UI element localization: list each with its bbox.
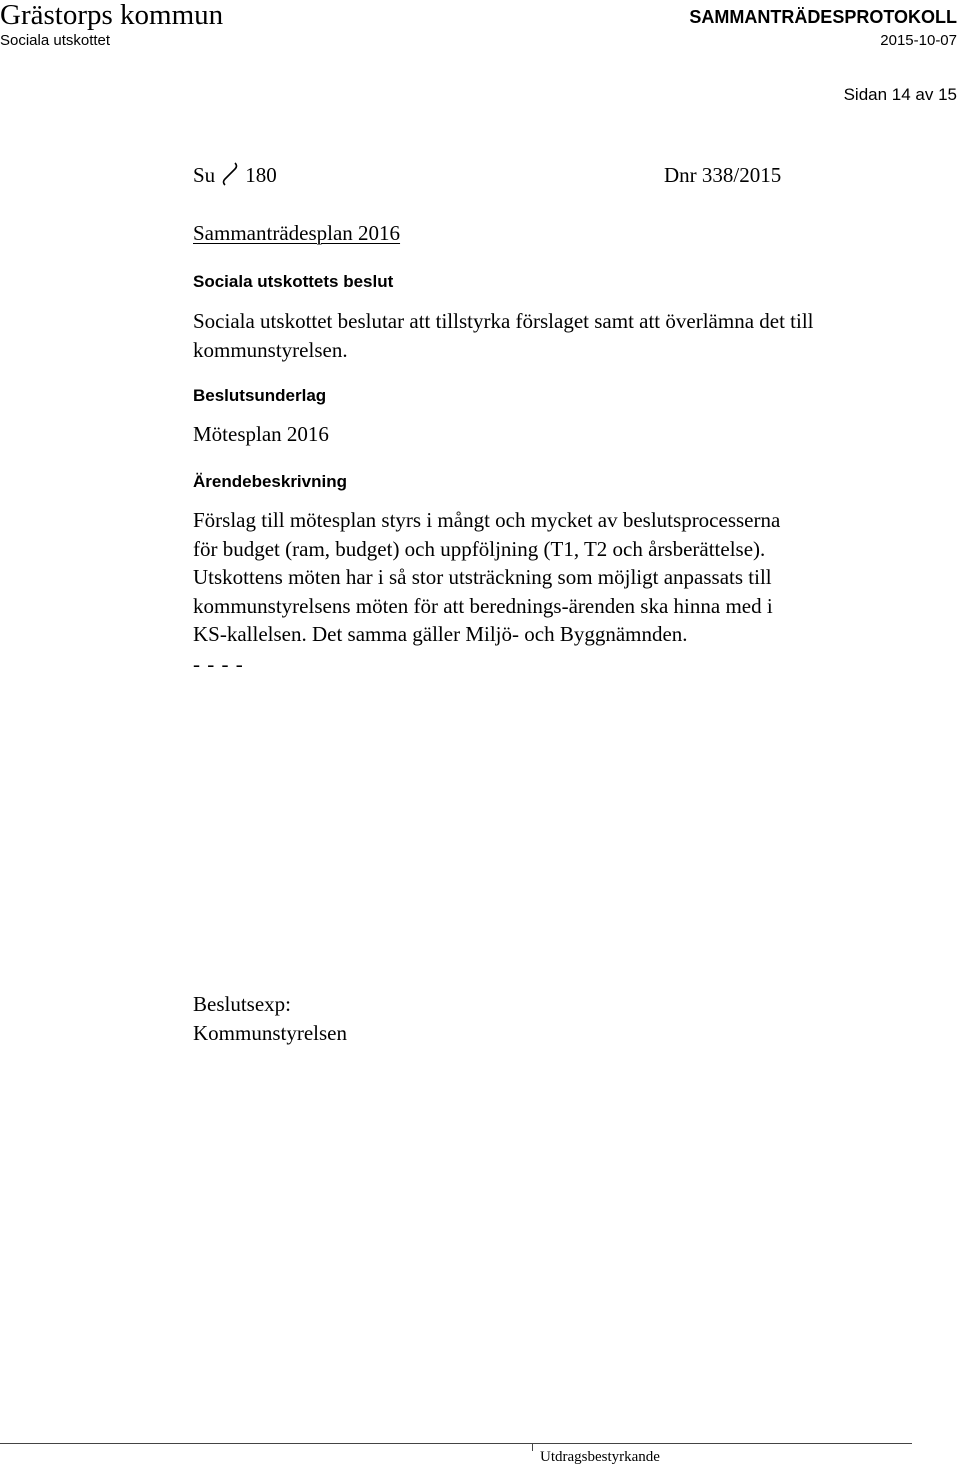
description-line: Förslag till mötesplan styrs i mångt och mycket av beslutsprocesserna bbox=[193, 508, 781, 532]
description-line: Utskottens möten har i så stor utsträckning som möjligt anpassats till bbox=[193, 565, 772, 589]
section-separator: - - - - bbox=[193, 652, 244, 676]
section-sign-icon bbox=[221, 161, 239, 187]
committee-name: Sociala utskottet bbox=[0, 32, 111, 49]
dispatch-label: Beslutsexp: bbox=[193, 992, 291, 1016]
description-line: för budget (ram, budget) och uppföljning (T1, T2 och årsberättelse). bbox=[193, 536, 766, 561]
basis-heading: Beslutsunderlag bbox=[193, 386, 327, 405]
page-number: Sidan 14 av 15 bbox=[843, 85, 957, 104]
certification-label: Utdragsbestyrkande bbox=[540, 1449, 660, 1465]
document-date: 2015-10-07 bbox=[880, 32, 957, 49]
description-line: kommunstyrelsens möten för att berednings-ärenden ska hinna med i bbox=[193, 593, 773, 618]
paragraph-number: 180 bbox=[245, 163, 277, 187]
decision-text: Sociala utskottet beslutar att tillstyrka förslaget samt att överlämna det till kommunstyrelsen. bbox=[193, 309, 814, 362]
document-type: SAMMANTRÄDESPROTOKOLL bbox=[689, 7, 957, 27]
description-text bbox=[193, 506, 893, 649]
item-title: Sammanträdesplan 2016 bbox=[193, 221, 401, 245]
footer-rule bbox=[0, 1443, 912, 1444]
organization-name: Grästorps kommun bbox=[0, 0, 224, 31]
basis-text: Mötesplan 2016 bbox=[193, 422, 329, 446]
case-number: Dnr 338/2015 bbox=[664, 163, 782, 187]
decision-heading: Sociala utskottets beslut bbox=[193, 272, 394, 291]
paragraph-id bbox=[193, 161, 277, 189]
description-line: KS-kallelsen. Det samma gäller Miljö- och Byggnämnden. bbox=[193, 622, 688, 646]
paragraph-prefix: Su bbox=[193, 163, 216, 187]
footer-divider bbox=[532, 1443, 533, 1451]
description-heading: Ärendebeskrivning bbox=[193, 472, 347, 491]
dispatch-recipient: Kommunstyrelsen bbox=[193, 1021, 347, 1045]
